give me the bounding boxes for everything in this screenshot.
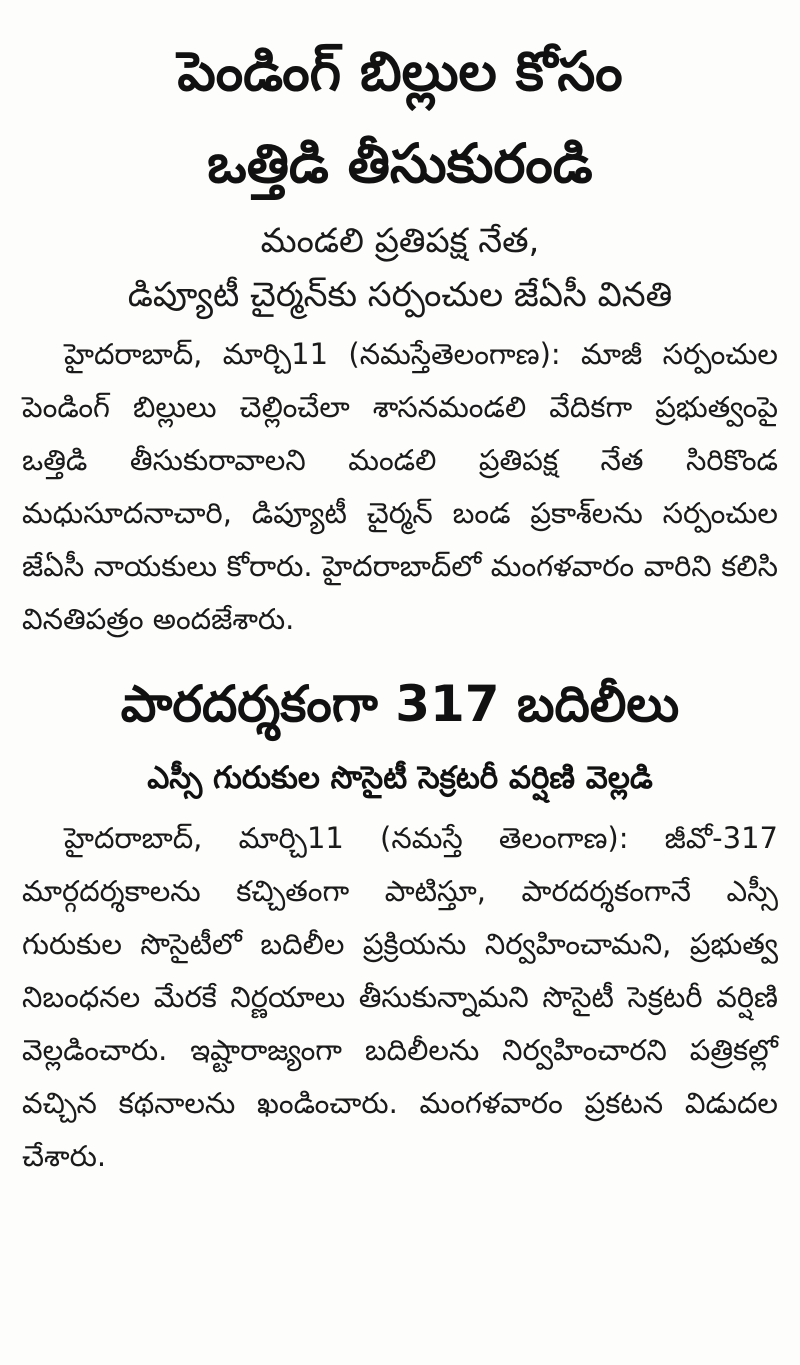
- article2-subhead: ఎస్సీ గురుకుల సొసైటీ సెక్రటరీ వర్షిణి వెల్లడి: [147, 760, 653, 796]
- article1-subhead-line1: మండలి ప్రతిపక్ష నేత,: [260, 221, 540, 261]
- article-divider: [22, 646, 778, 654]
- article1-body: హైదరాబాద్, మార్చి11 (నమస్తేతెలంగాణ): మాజీ సర్పంచుల పెండింగ్ బిల్లులు చెల్లించేలా శాసనమండలి వేదికగా ప్రభుత్వంపై ఒత్తిడి తీసుకురావాలని మండలి ప్రతిపక్ష నేత సిరికొండ మధుసూదనాచారి, డిప్యూటీ చైర్మన్ బండ ప్రకాశ్‌లను సర్పంచుల జేఏసీ నాయకులు కోరారు. హైదరాబాద్‌లో మంగళవారం వారిని కలిసి వినతిపత్రం అందజేశారు.: [22, 337, 778, 636]
- article1-headline-line1: పెండింగ్ బిల్లుల కోసం: [177, 40, 623, 103]
- article1-subhead-line2: డిప్యూటీ చైర్మన్‌కు సర్పంచుల జేఏసీ వినతి: [127, 275, 673, 315]
- article-pending-bills: [22, 30, 778, 646]
- article-transfers: [22, 658, 778, 1183]
- article1-headline-line2: ఒత్తిడి తీసుకురండి: [207, 132, 593, 195]
- article2-body: హైదరాబాద్, మార్చి11 (నమస్తే తెలంగాణ): జీవో-317 మార్గదర్శకాలను కచ్చితంగా పాటిస్తూ, పారదర్శకంగానే ఎస్సీ గురుకుల సొసైటీలో బదిలీల ప్రక్రియను నిర్వహించామని, ప్రభుత్వ నిబంధనల మేరకే నిర్ణయాలు తీసుకున్నామని సొసైటీ సెక్రటరీ వర్షిణి వెల్లడించారు. ఇష్టారాజ్యంగా బదిలీలను నిర్వహించారని పత్రికల్లో వచ్చిన కథనాలను ఖండించారు. మంగళవారం ప్రకటన విడుదల చేశారు.: [22, 821, 778, 1173]
- article2-headline: పారదర్శకంగా 317 బదిలీలు: [120, 675, 680, 733]
